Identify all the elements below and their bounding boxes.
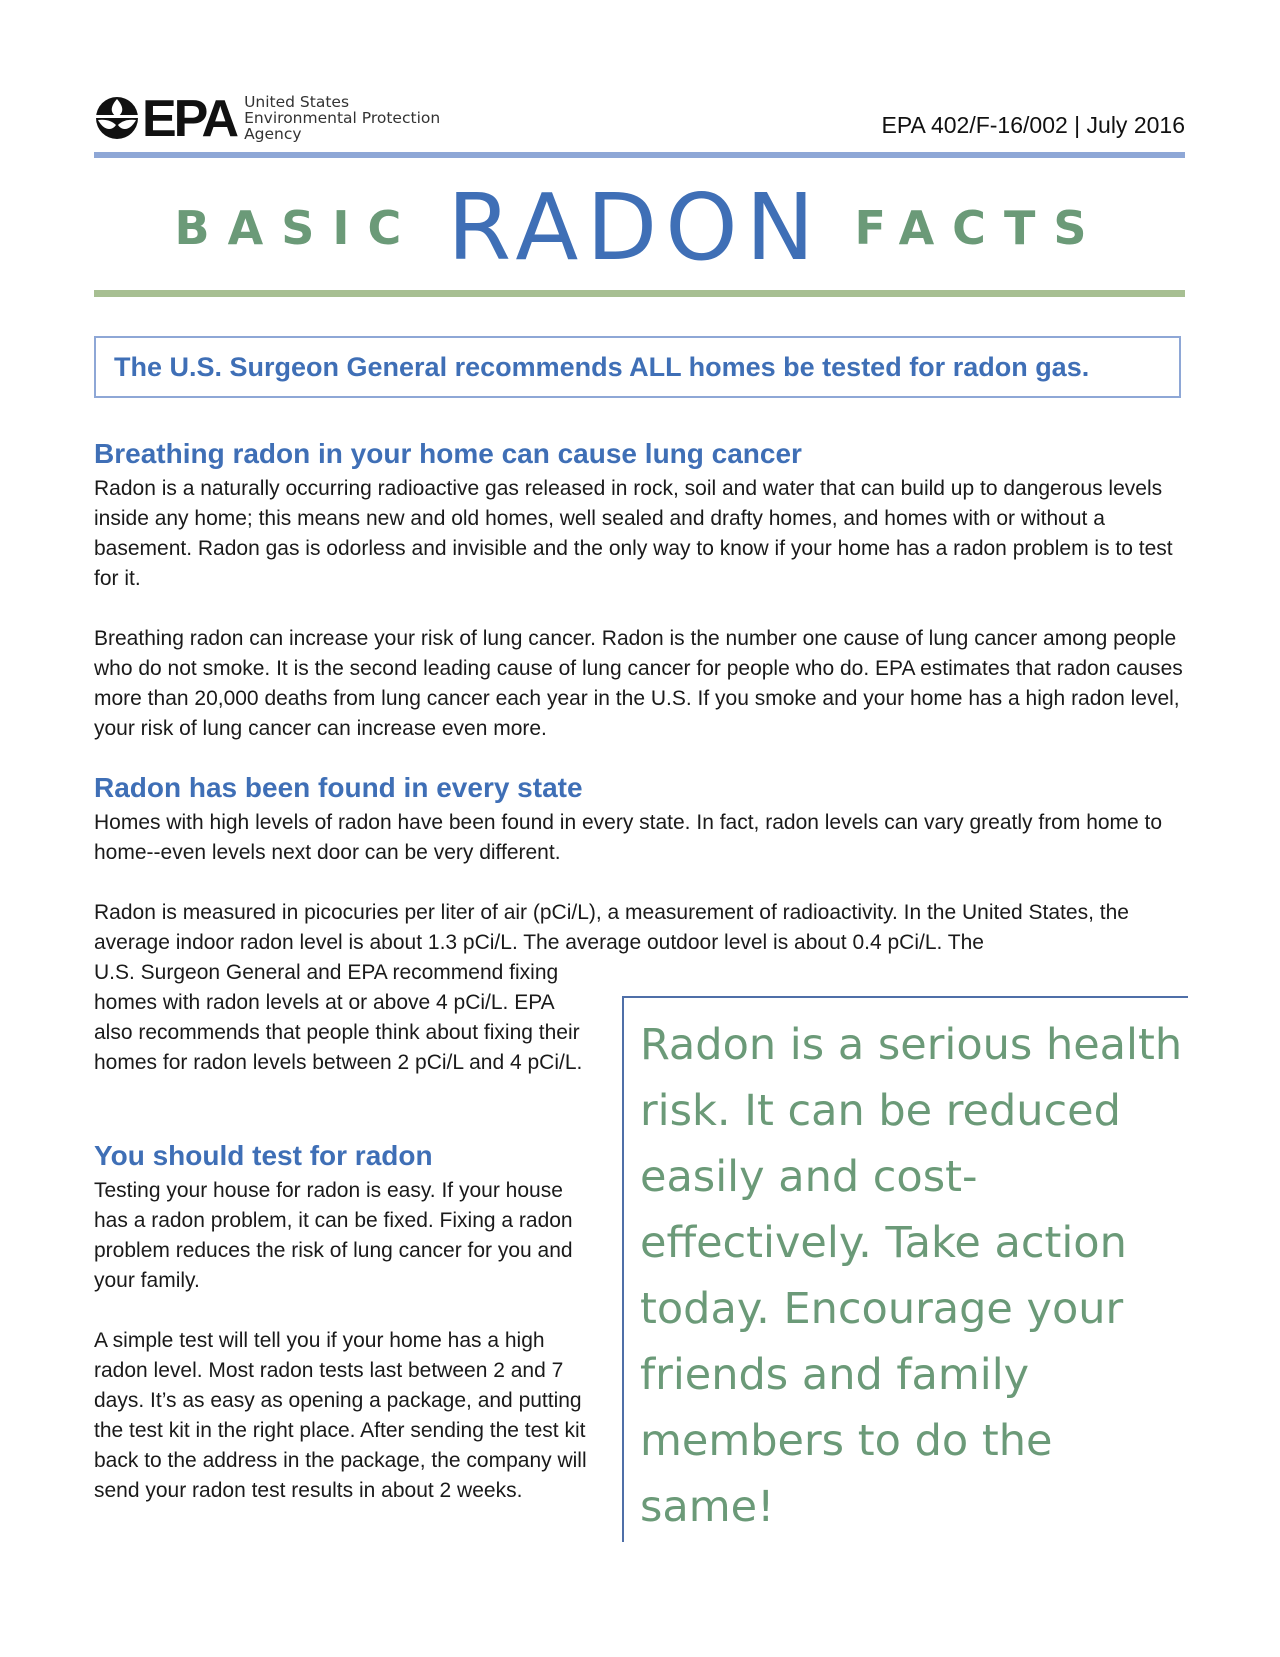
pull-quote: Radon is a serious health risk. It can be reduced easily and cost-effectively. Take action today. Encourage your friends and family members to do the same!: [640, 1020, 1183, 1532]
section-paragraph: Testing your house for radon is easy. If your house has a radon problem, it can be fixed. Fixing a radon problem reduces the risk of lung cancer for you and your family.: [94, 1179, 573, 1292]
title-facts: FACTS: [854, 201, 1105, 255]
section-heading: Breathing radon in your home can cause lung cancer: [94, 438, 802, 469]
epa-logo: [94, 90, 441, 148]
section-paragraph: Homes with high levels of radon have been found in every state. In fact, radon levels can vary greatly from home to home--even levels next door can be very different.: [94, 811, 1163, 864]
page-header: [94, 88, 1185, 148]
agency-name: [244, 94, 440, 142]
header-divider: [94, 152, 1185, 158]
title-basic: BASIC: [174, 201, 420, 255]
section-heading: You should test for radon: [94, 1140, 433, 1171]
section-paragraph: Breathing radon can increase your risk of lung cancer. Radon is the number one cause of lung cancer among people who do not smoke. It is the second leading cause of lung cancer for people who do. EPA estimates that radon causes more than 20,000 deaths from lung cancer each year in the U.S. If you smoke and your home has a high radon level, your risk of lung cancer can increase even more.: [94, 627, 1183, 740]
agency-line: United States: [244, 93, 350, 111]
title-radon: RADON: [447, 174, 823, 281]
epa-flower-icon: [94, 95, 140, 141]
section-paragraph: U.S. Surgeon General and EPA recommend fixing homes with radon levels at or above 4 pCi/L. EPA also recommends that people think about fixing their homes for radon levels between 2 pCi/L and 4 pCi/L.: [94, 961, 583, 1074]
document-id: EPA 402/F-16/002 | July 2016: [881, 112, 1185, 138]
section-paragraph: Radon is a naturally occurring radioactive gas released in rock, soil and water that can build up to dangerous levels inside any home; this means new and old homes, well sealed and drafty homes, and homes with or without a basement. Radon gas is odorless and invisible and the only way to know if your home has a radon problem is to test for it.: [94, 477, 1173, 590]
section-paragraph: Radon is measured in picocuries per liter of air (pCi/L), a measurement of radioactivity. In the United States, the average indoor radon level is about 1.3 pCi/L. The average outdoor level is about 0.4 pCi/L. The: [94, 901, 1129, 954]
pull-quote-box: [622, 996, 1188, 1542]
title-divider: [94, 290, 1185, 297]
epa-wordmark: EPA: [142, 90, 237, 148]
agency-line: Agency: [244, 125, 302, 143]
section-paragraph: A simple test will tell you if your home has a high radon level. Most radon tests last between 2 and 7 days. It’s as easy as opening a package, and putting the test kit in the right place. After sending the test kit back to the address in the package, the company will send your radon test results in about 2 weeks.: [94, 1329, 587, 1502]
page-title: [94, 174, 1185, 281]
section-heading: Radon has been found in every state: [94, 772, 583, 803]
agency-line: Environmental Protection: [244, 109, 441, 127]
surgeon-general-callout: The U.S. Surgeon General recommends ALL homes be tested for radon gas.: [94, 336, 1181, 398]
